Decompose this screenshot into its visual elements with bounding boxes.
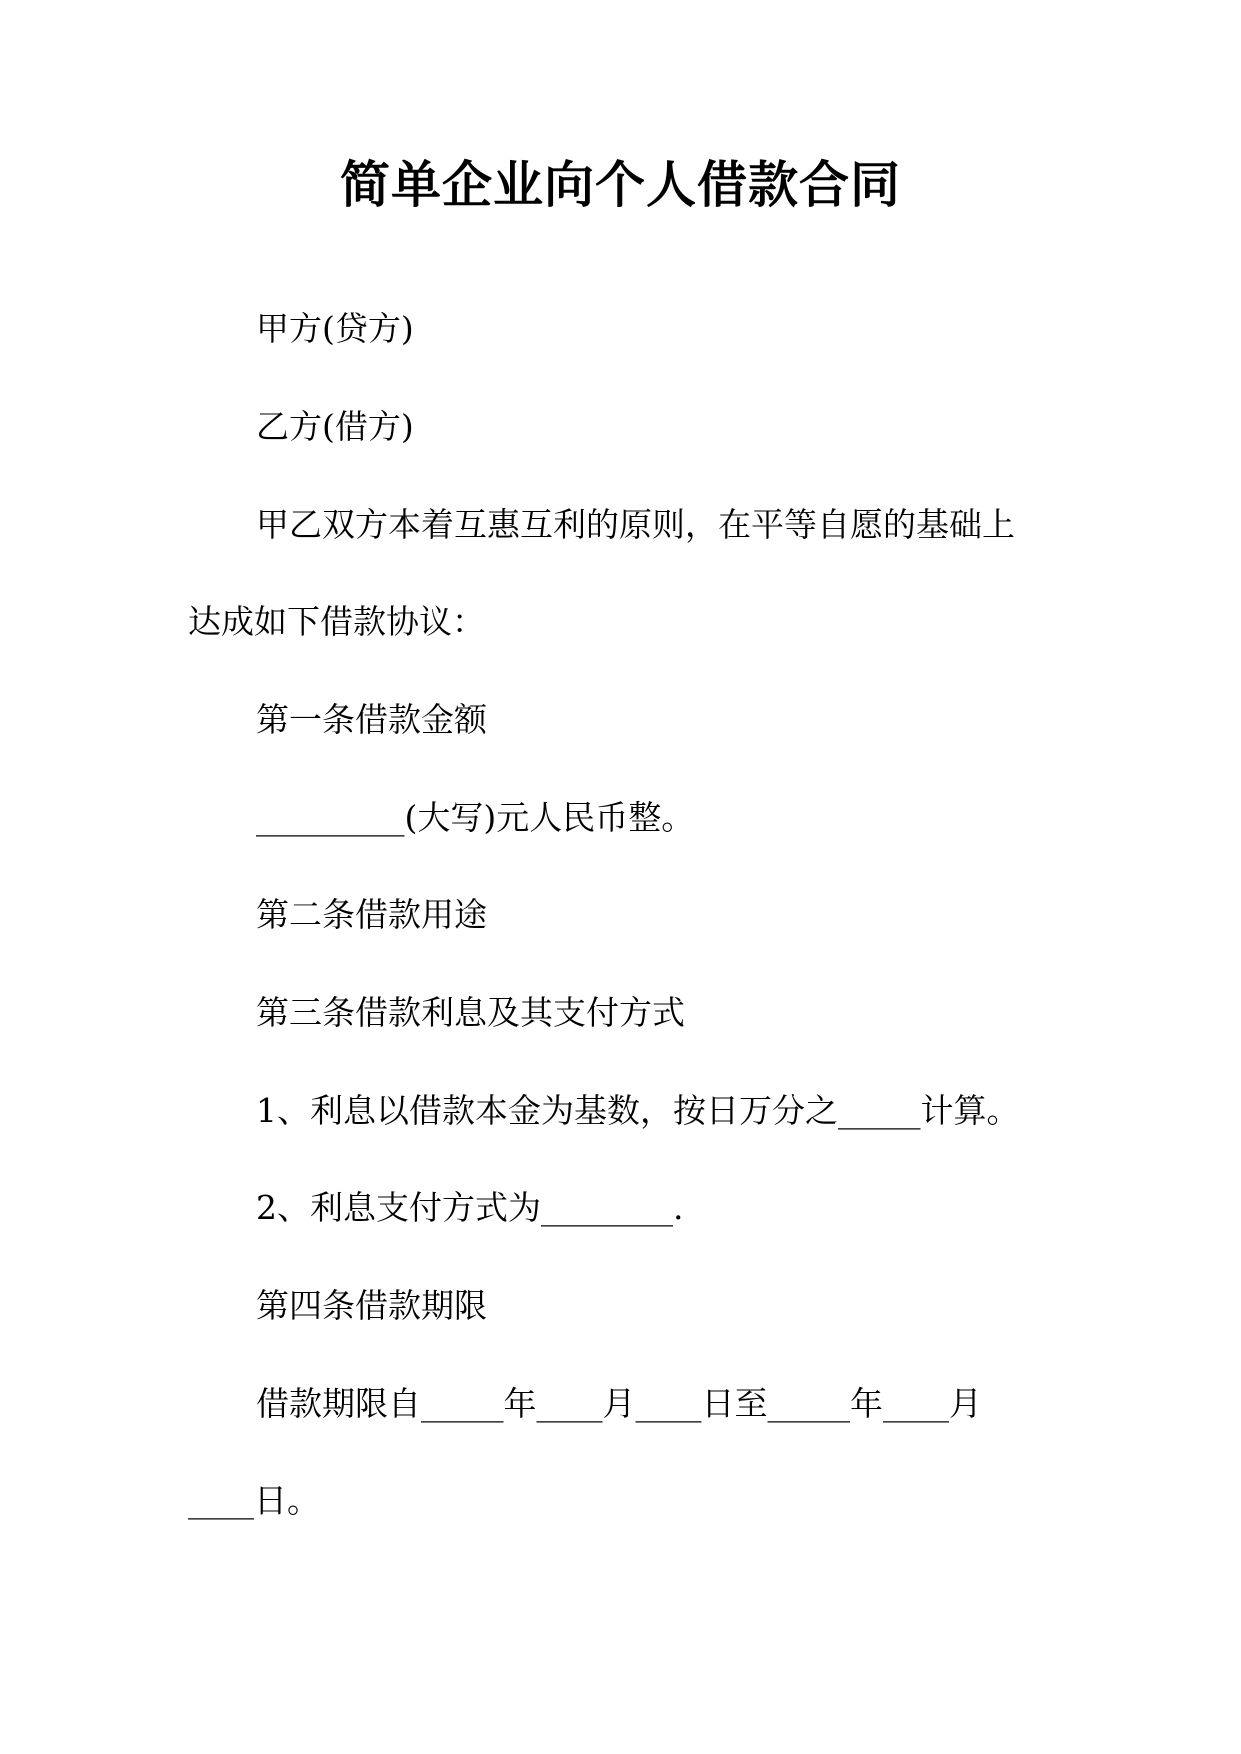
loan-term-line-2: ____日。 — [188, 1481, 320, 1520]
party-a-line: 甲方(贷方) — [256, 309, 414, 348]
interest-rate-line: 1、利息以借款本金为基数，按日万分之_____计算。 — [256, 1091, 1020, 1130]
interest-payment-line: 2、利息支付方式为________. — [256, 1188, 684, 1227]
article-4-heading: 第四条借款期限 — [256, 1286, 487, 1325]
loan-amount-line: _________(大写)元人民币整。 — [256, 798, 695, 837]
article-3-heading: 第三条借款利息及其支付方式 — [256, 993, 685, 1032]
loan-term-line-1: 借款期限自_____年____月____日至_____年____月 — [256, 1384, 982, 1423]
party-b-line: 乙方(借方) — [256, 407, 414, 446]
article-2-heading: 第二条借款用途 — [256, 895, 487, 934]
article-1-heading: 第一条借款金额 — [256, 700, 487, 739]
preamble-line-2: 达成如下借款协议： — [188, 602, 485, 641]
preamble-line-1: 甲乙双方本着互惠互利的原则，在平等自愿的基础上 — [256, 505, 1015, 544]
document-title: 简单企业向个人借款合同 — [340, 155, 901, 214]
